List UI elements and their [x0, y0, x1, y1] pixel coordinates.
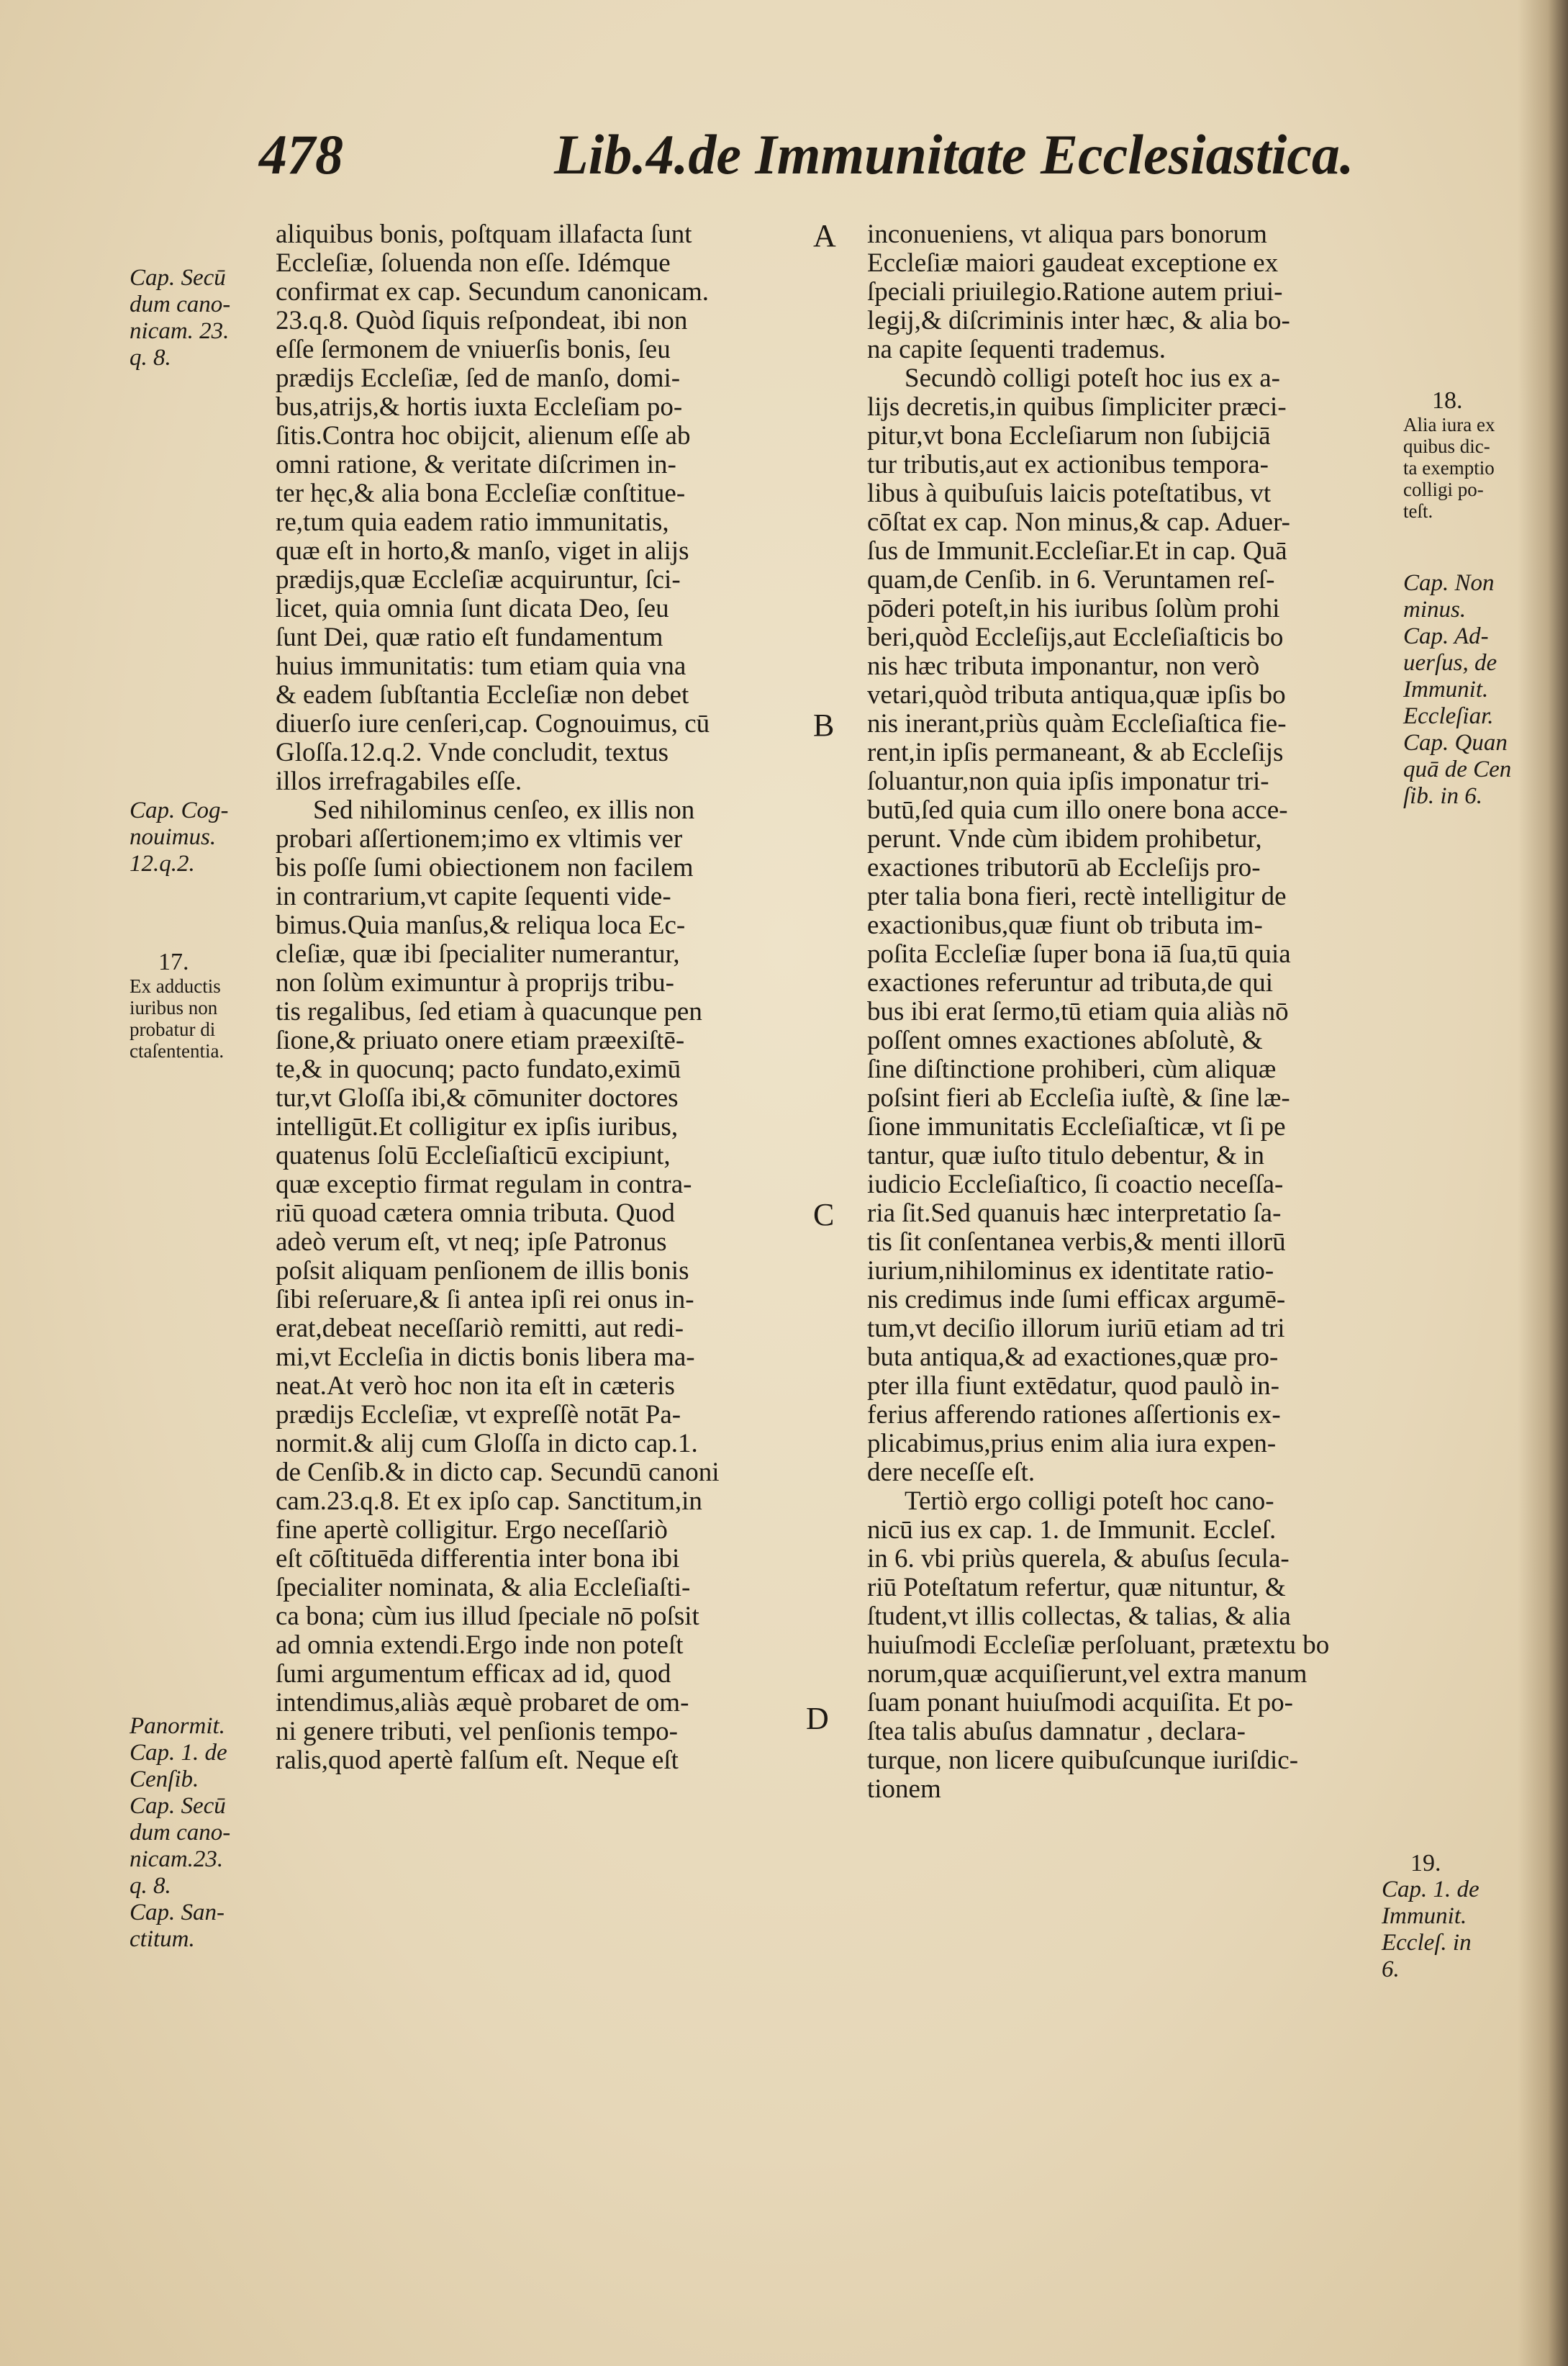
- text-line: plicabimus,prius enim alia iura expen-: [867, 1430, 1277, 1458]
- text-line: butū,ſed quia cum illo onere bona acce-: [867, 796, 1288, 825]
- text-line: poſsint fieri ab Eccleſia iuſtè, & ſine læ-: [867, 1084, 1290, 1113]
- margin-line: Cap. 1. de: [1382, 1877, 1479, 1902]
- left-text-column: [276, 220, 801, 1775]
- text-line: quæ eſt in horto,& manſo, viget in alijs: [276, 537, 689, 566]
- margin-line: nicam.23.: [130, 1846, 224, 1872]
- text-line: pitur,vt bona Eccleſiarum non ſubijciā: [867, 422, 1271, 451]
- margin-line: Cap. Non: [1403, 570, 1495, 596]
- text-line: exactionibus,quæ fiunt ob tributa im-: [867, 911, 1263, 940]
- text-line: Secundò colligi poteſt hoc ius ex a-: [905, 364, 1280, 393]
- running-title: Lib.4.de Immunitate Ecclesiastica.: [554, 123, 1354, 186]
- margin-line: colligi po-: [1403, 479, 1484, 500]
- text-line: aliquibus bonis, poſtquam illafacta ſunt: [276, 220, 692, 249]
- text-line: mi,vt Eccleſia in dictis bonis libera ma-: [276, 1343, 695, 1372]
- text-line: intelligūt.Et colligitur ex ipſis iuribus,: [276, 1113, 679, 1142]
- text-line: ſtudent,vt illis collectas, & talias, & alia: [867, 1602, 1291, 1631]
- margin-line: ctitum.: [130, 1926, 195, 1952]
- right-text-column: [867, 220, 1400, 1804]
- text-line: huiuſmodi Eccleſiæ perſoluant, prætextu bo: [867, 1631, 1330, 1660]
- text-line: tionem: [867, 1775, 941, 1804]
- text-line: eſſe ſermonem de vniuerſis bonis, ſeu: [276, 335, 671, 364]
- text-line: exactiones tributorū ab Eccleſijs pro-: [867, 854, 1261, 882]
- text-line: tis ſit conſentanea verbis,& menti illorū: [867, 1228, 1286, 1257]
- margin-line: probatur di: [130, 1019, 216, 1040]
- text-line: exactiones referuntur ad tributa,de qui: [867, 969, 1274, 998]
- margin-note-left-4: [130, 1713, 230, 1953]
- text-line: ſunt Dei, quæ ratio eſt fundamentum: [276, 623, 663, 652]
- text-line: ralis,quod apertè falſum eſt. Neque eſt: [276, 1746, 679, 1775]
- text-line: nicū ius ex cap. 1. de Immunit. Eccleſ.: [867, 1516, 1277, 1545]
- text-line: adeò verum eſt, vt neq; ipſe Patronus: [276, 1228, 667, 1257]
- margin-line: dum cano-: [130, 1820, 231, 1846]
- text-line: huius immunitatis: tum etiam quia vna: [276, 652, 686, 681]
- text-line: Eccleſiæ, ſoluenda non eſſe. Idémque: [276, 249, 671, 278]
- text-line: nis hæc tributa imponantur, non verò: [867, 652, 1260, 681]
- text-line: eſt cōſtituēda differentia inter bona ibi: [276, 1545, 680, 1573]
- text-line: ſtea talis abuſus damnatur , declara-: [867, 1717, 1246, 1746]
- text-line: dere neceſſe eſt.: [867, 1458, 1035, 1487]
- text-line: quam,de Cenſib. in 6. Veruntamen reſ-: [867, 566, 1275, 595]
- text-line: tum,vt deciſio illorum iuriū etiam ad tri: [867, 1314, 1285, 1343]
- margin-line: q. 8.: [130, 345, 171, 371]
- paragraph-number: 17.: [158, 949, 189, 975]
- text-line: cam.23.q.8. Et ex ipſo cap. Sanctitum,in: [276, 1487, 702, 1516]
- text-line: perunt. Vnde cùm ibidem prohibetur,: [867, 825, 1262, 854]
- text-line: Gloſſa.12.q.2. Vnde concludit, textus: [276, 739, 669, 767]
- text-line: ni genere tributi, vel penſionis tempo-: [276, 1717, 678, 1746]
- margin-line: Immunit.: [1382, 1903, 1467, 1929]
- margin-line: Cap. Secū: [130, 265, 226, 291]
- text-line: te,& in quocunq; pacto fundato,eximū: [276, 1055, 681, 1084]
- text-line: turque, non licere quibuſcunque iuriſdic-: [867, 1746, 1299, 1775]
- text-line: na capite ſequenti trademus.: [867, 335, 1166, 364]
- text-line: iudicio Eccleſiaſtico, ſi coactio neceſſa-: [867, 1170, 1284, 1199]
- text-line: cleſiæ, quæ ibi ſpecialiter numerantur,: [276, 940, 680, 969]
- margin-line: Cap. 1. de: [130, 1740, 227, 1766]
- text-line: re,tum quia eadem ratio immunitatis,: [276, 508, 669, 537]
- text-line: prædijs Eccleſiæ, ſed de manſo, domi-: [276, 364, 681, 393]
- text-line: poſſent omnes exactiones abſolutè, &: [867, 1026, 1263, 1055]
- text-line: bis poſſe ſumi obiectionem non facilem: [276, 854, 694, 882]
- text-line: ſine diſtinctione prohiberi, cùm aliquæ: [867, 1055, 1277, 1084]
- text-line: tur tributis,aut ex actionibus tempora-: [867, 451, 1269, 479]
- text-line: diuerſo iure cenſeri,cap. Cognouimus, cū: [276, 710, 710, 739]
- margin-line: uerſus, de: [1403, 650, 1497, 676]
- text-line: Eccleſiæ maiori gaudeat exceptione ex: [867, 249, 1279, 278]
- text-line: ſitis.Contra hoc obijcit, alienum eſſe ab: [276, 422, 691, 451]
- margin-line: nouimus.: [130, 824, 217, 850]
- margin-line: Ex adductis: [130, 975, 221, 997]
- text-line: ad omnia extendi.Ergo inde non poteſt: [276, 1631, 684, 1660]
- text-line: riū quoad cætera omnia tributa. Quod: [276, 1199, 675, 1228]
- text-line: quæ exceptio firmat regulam in contra-: [276, 1170, 692, 1199]
- margin-line: Cap. San-: [130, 1900, 225, 1925]
- text-line: confirmat ex cap. Secundum canonicam.: [276, 278, 710, 307]
- page-number: 478: [259, 123, 343, 186]
- margin-line: dum cano-: [130, 292, 231, 317]
- margin-line: quibus dic-: [1403, 435, 1490, 457]
- text-line: buta antiqua,& ad exactiones,quæ pro-: [867, 1343, 1279, 1372]
- text-line: illos irrefragabiles eſſe.: [276, 767, 522, 796]
- text-line: tis regalibus, ſed etiam à quacunque pen: [276, 998, 702, 1026]
- margin-line: Cenſib.: [130, 1766, 199, 1792]
- margin-line: ctaſententia.: [130, 1040, 225, 1062]
- section-letter-a: A: [813, 218, 836, 253]
- text-line: ſione immunitatis Eccleſiaſticæ, vt ſi pe: [867, 1113, 1286, 1142]
- section-letter-d: D: [806, 1701, 829, 1736]
- text-line: ſoluantur,non quia ipſis imponatur tri-: [867, 767, 1269, 796]
- text-line: beri,quòd Eccleſijs,aut Eccleſiaſticis bo: [867, 623, 1284, 652]
- margin-line: ſib. in 6.: [1403, 783, 1483, 809]
- text-line: ca bona; cùm ius illud ſpeciale nō poſsit: [276, 1602, 699, 1631]
- text-line: legij,& diſcriminis inter hæc, & alia bo-: [867, 307, 1290, 335]
- text-line: licet, quia omnia ſunt dicata Deo, ſeu: [276, 595, 669, 623]
- text-line: 23.q.8. Quòd ſiquis reſpondeat, ibi non: [276, 307, 688, 335]
- text-line: ſumi argumentum efficax ad id, quod: [276, 1660, 671, 1689]
- text-line: erat,debeat neceſſariò remitti, aut redi-: [276, 1314, 684, 1343]
- margin-line: quā de Cen: [1403, 757, 1512, 782]
- text-line: norum,quæ acquiſierunt,vel extra manum: [867, 1660, 1308, 1689]
- text-line: pter talia bona fieri, rectè intelligitur de: [867, 882, 1287, 911]
- text-line: bus ibi erat ſermo,tū etiam quia aliàs nō: [867, 998, 1289, 1026]
- margin-line: Immunit.: [1403, 677, 1489, 703]
- margin-line: Cap. Cog-: [130, 798, 229, 823]
- text-line: rent,in ipſis permaneant, & ab Eccleſijs: [867, 739, 1284, 767]
- text-line: ſibi reſeruare,& ſi antea ipſi rei onus in-: [276, 1286, 694, 1314]
- text-line: lijs decretis,in quibus ſimpliciter præci-: [867, 393, 1287, 422]
- text-line: ſpecialiter nominata, & alia Eccleſiaſti-: [276, 1573, 691, 1602]
- margin-note-left-2: [130, 798, 229, 877]
- margin-line: Panormit.: [130, 1713, 225, 1739]
- margin-line: 12.q.2.: [130, 851, 195, 877]
- text-line: de Cenſib.& in dicto cap. Secundū canoni: [276, 1458, 720, 1487]
- text-line: fine apertè colligitur. Ergo neceſſariò: [276, 1516, 668, 1545]
- text-line: intendimus,aliàs æquè probaret de om-: [276, 1689, 689, 1717]
- margin-note-right-1: [1403, 387, 1495, 522]
- text-line: ſus de Immunit.Eccleſiar.Et in cap. Quā: [867, 537, 1287, 566]
- margin-note-right-3: [1382, 1850, 1479, 1983]
- text-line: pter illa fiunt extēdatur, quod paulò in-: [867, 1372, 1279, 1401]
- text-line: & eadem ſubſtantia Eccleſiæ non debet: [276, 681, 689, 710]
- paragraph-number: 18.: [1432, 387, 1463, 414]
- text-line: ter hęc,& alia bona Eccleſiæ conſtitue-: [276, 479, 686, 508]
- margin-line: Alia iura ex: [1403, 414, 1495, 435]
- text-line: pōderi poteſt,in his iuribus ſolùm prohi: [867, 595, 1280, 623]
- text-line: ſione,& priuato onere etiam præexiſtē-: [276, 1026, 685, 1055]
- section-letter-c: C: [813, 1197, 835, 1232]
- text-line: in contrarium,vt capite ſequenti vide-: [276, 882, 671, 911]
- text-line: libus à quibuſuis laicis poteſtatibus, vt: [867, 479, 1272, 508]
- margin-line: teſt.: [1403, 500, 1433, 522]
- text-line: ſpeciali priuilegio.Ratione autem priui-: [867, 278, 1283, 307]
- paragraph-number: 19.: [1410, 1850, 1441, 1877]
- text-line: poſita Eccleſiæ ſuper bona iā ſua,tū quia: [867, 940, 1291, 969]
- margin-line: Eccleſiar.: [1403, 703, 1494, 729]
- text-line: vetari,quòd tributa antiqua,quæ ipſis bo: [867, 681, 1286, 710]
- margin-line: Cap. Ad-: [1403, 623, 1489, 649]
- text-line: normit.& alij cum Gloſſa in dicto cap.1.: [276, 1430, 698, 1458]
- text-line: non ſolùm eximuntur à proprijs tribu-: [276, 969, 674, 998]
- text-line: nis inerant,priùs quàm Eccleſiaſtica fie-: [867, 710, 1287, 739]
- text-line: prædijs,quæ Eccleſiæ acquiruntur, ſci-: [276, 566, 681, 595]
- text-line: bimus.Quia manſus,& reliqua loca Ec-: [276, 911, 686, 940]
- section-letter-b: B: [813, 708, 835, 743]
- text-line: ferius afferendo rationes aſſertionis ex-: [867, 1401, 1281, 1430]
- text-line: Sed nihilominus cenſeo, ex illis non: [313, 796, 695, 825]
- text-line: tantur, quæ iuſto titulo debentur, & in: [867, 1142, 1264, 1170]
- text-line: in 6. vbi priùs querela, & abuſus ſecula-: [867, 1545, 1290, 1573]
- text-line: neat.At verò hoc non ita eſt in cæteris: [276, 1372, 675, 1401]
- page-header: [259, 108, 1354, 194]
- text-line: riū Poteſtatum refertur, quæ nituntur, &: [867, 1573, 1286, 1602]
- margin-line: iuribus non: [130, 997, 218, 1019]
- text-line: Tertiò ergo colligi poteſt hoc cano-: [905, 1487, 1274, 1516]
- margin-line: minus.: [1403, 597, 1467, 623]
- margin-note-left-3: [130, 949, 224, 1062]
- text-line: ria ſit.Sed quanuis hæc interpretatio ſa-: [867, 1199, 1282, 1228]
- margin-line: Eccleſ. in: [1382, 1930, 1472, 1956]
- text-line: ſuam ponant huiuſmodi acquiſita. Et po-: [867, 1689, 1293, 1717]
- margin-line: 6.: [1382, 1956, 1400, 1982]
- margin-line: Cap. Secū: [130, 1793, 226, 1819]
- text-line: tur,vt Gloſſa ibi,& cōmuniter doctores: [276, 1084, 679, 1113]
- text-line: quatenus ſolū Eccleſiaſticū excipiunt,: [276, 1142, 671, 1170]
- margin-line: Cap. Quan: [1403, 730, 1508, 756]
- text-line: iurium,nihilominus ex identitate ratio-: [867, 1257, 1274, 1286]
- text-line: probari aſſertionem;imo ex vltimis ver: [276, 825, 683, 854]
- margin-note-left-1: [130, 265, 230, 371]
- text-line: omni ratione, & veritate diſcrimen in-: [276, 451, 676, 479]
- text-line: nis credimus inde ſumi efficax argumē-: [867, 1286, 1286, 1314]
- margin-line: ta exemptio: [1403, 457, 1495, 479]
- text-line: prædijs Eccleſiæ, vt expreſſè notāt Pa-: [276, 1401, 681, 1430]
- binding-shadow: [1518, 0, 1568, 2366]
- margin-line: nicam. 23.: [130, 318, 230, 344]
- text-line: cōſtat ex cap. Non minus,& cap. Aduer-: [867, 508, 1291, 537]
- margin-note-right-2: [1403, 570, 1511, 810]
- text-line: bus,atrijs,& hortis iuxta Eccleſiam po-: [276, 393, 683, 422]
- text-line: inconueniens, vt aliqua pars bonorum: [867, 220, 1267, 249]
- margin-line: q. 8.: [130, 1873, 171, 1899]
- text-line: poſsit aliquam penſionem de illis bonis: [276, 1257, 689, 1286]
